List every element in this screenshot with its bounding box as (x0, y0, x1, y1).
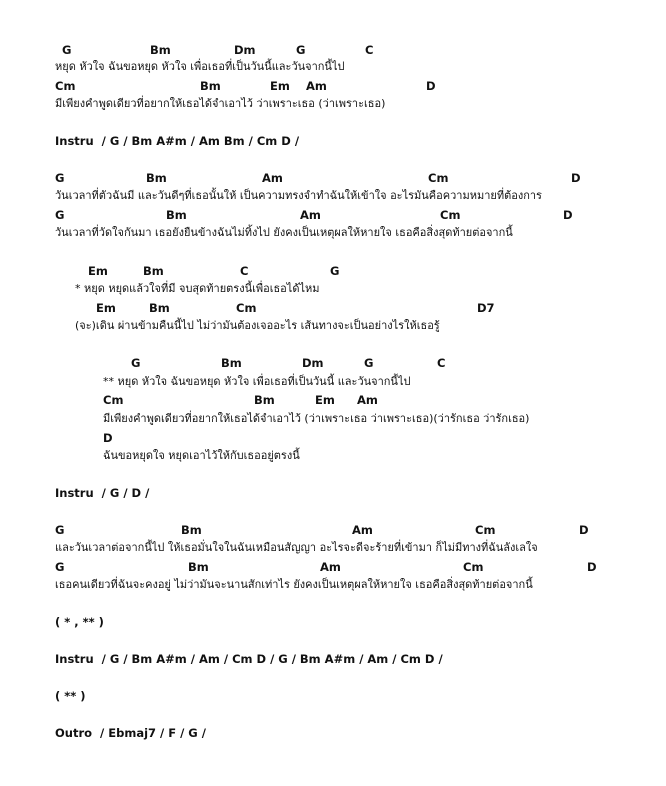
chord: Bm (221, 356, 242, 370)
lyric-line: (จะ)เดิน ผ่านข้ามคืนนี้ไป ไม่ว่ามันต้องเจออะไร เส้นทางจะเป็นอย่างไรให้เธอรู้ (75, 319, 440, 332)
lyric-line: วันเวลาที่วัดใจกันมา เธอยังยืนข้างฉันไม่ทิ้งไป ยังคงเป็นเหตุผลให้หายใจ เธอคือสิ่งสุดท้ายต่อจากนี้ (55, 226, 513, 239)
chord: Am (300, 208, 321, 222)
chord: G (296, 43, 306, 57)
chord: Cm (103, 393, 124, 407)
chord: D (563, 208, 573, 222)
chord: Em (88, 264, 108, 278)
chord-line (0, 78, 666, 96)
repeat-marker: ( ** ) (55, 689, 86, 703)
chord-line (0, 170, 666, 188)
chord: D (103, 431, 113, 445)
chord-line (0, 263, 666, 281)
chord: D (426, 79, 436, 93)
chord-line (0, 522, 666, 540)
chord: G (364, 356, 374, 370)
chord: D (587, 560, 597, 574)
chord: Bm (254, 393, 275, 407)
chord-line (0, 300, 666, 318)
repeat-marker: ( * , ** ) (55, 615, 104, 629)
lyric-line: หยุด หัวใจ ฉันขอหยุด หัวใจ เพื่อเธอที่เป็นวันนี้และวันจากนี้ไป (55, 60, 345, 73)
chord: Dm (234, 43, 256, 57)
chord: G (55, 523, 65, 537)
chord-line (0, 207, 666, 225)
chord: Bm (149, 301, 170, 315)
chord-line (0, 559, 666, 577)
chord: D (579, 523, 589, 537)
lyric-line: ** หยุด หัวใจ ฉันขอหยุด หัวใจ เพื่อเธอที่เป็นวันนี้ และวันจากนี้ไป (103, 375, 411, 388)
lyric-line: ฉันขอหยุดใจ หยุดเอาไว้ให้กับเธออยู่ตรงนี้ (103, 449, 300, 462)
chord: Bm (188, 560, 209, 574)
chord: G (55, 208, 65, 222)
chord: G (55, 171, 65, 185)
lyric-line: เธอคนเดียวที่ฉันจะคงอยู่ ไม่ว่ามันจะนานสักเท่าไร ยังคงเป็นเหตุผลให้หายใจ เธอคือสิ่งสุดท้ายต่อจากนี้ (55, 578, 533, 591)
chord-line (0, 355, 666, 373)
chord: Cm (475, 523, 496, 537)
lyric-line: วันเวลาที่ตัวฉันมี และวันดีๆที่เธอนั้นให้ เป็นความทรงจำทำฉันให้เข้าใจ อะไรมันคือความหมายที่ต้องการ (55, 189, 542, 202)
instrumental-line: Instru / G / D / (55, 486, 150, 500)
chord: Am (352, 523, 373, 537)
chord: Cm (463, 560, 484, 574)
chord: G (330, 264, 340, 278)
chord-line (0, 430, 666, 448)
lyric-line: มีเพียงคำพูดเดียวที่อยากให้เธอได้จำเอาไว้ (ว่าเพราะเธอ ว่าเพราะเธอ)(ว่ารักเธอ ว่ารักเธอ) (103, 412, 530, 425)
chord: Bm (200, 79, 221, 93)
chord: Am (320, 560, 341, 574)
chord: Em (315, 393, 335, 407)
chord: Am (262, 171, 283, 185)
chord: Em (270, 79, 290, 93)
chord: D (571, 171, 581, 185)
lyric-line: * หยุด หยุดแล้วใจที่มี จบสุดท้ายตรงนี้เพื่อเธอได้ไหม (75, 282, 320, 295)
chord: G (62, 43, 72, 57)
lyric-line: และวันเวลาต่อจากนี้ไป ให้เธอมั่นใจในฉันเหมือนสัญญา อะไรจะดีจะร้ายที่เข้ามา ก็ไม่มีทางที่ฉันลังเลใจ (55, 541, 538, 554)
instrumental-line: Instru / G / Bm A#m / Am / Cm D / G / Bm A#m / Am / Cm D / (55, 652, 443, 666)
chord: Am (357, 393, 378, 407)
outro-line: Outro / Ebmaj7 / F / G / (55, 726, 206, 740)
chord: Em (96, 301, 116, 315)
chord: Dm (302, 356, 324, 370)
chord: C (437, 356, 446, 370)
chord: Bm (143, 264, 164, 278)
chord: Cm (428, 171, 449, 185)
chord-line (0, 392, 666, 410)
chord: Bm (150, 43, 171, 57)
chord: Cm (440, 208, 461, 222)
instrumental-line: Instru / G / Bm A#m / Am Bm / Cm D / (55, 134, 300, 148)
chord: Bm (166, 208, 187, 222)
chord: Bm (146, 171, 167, 185)
chord: C (365, 43, 374, 57)
chord: Cm (236, 301, 257, 315)
chord: Am (306, 79, 327, 93)
chord: G (55, 560, 65, 574)
chord: C (240, 264, 249, 278)
chord: D7 (477, 301, 495, 315)
chord-line (0, 42, 666, 60)
chord: G (131, 356, 141, 370)
chord: Bm (181, 523, 202, 537)
lyric-line: มีเพียงคำพูดเดียวที่อยากให้เธอได้จำเอาไว้ ว่าเพราะเธอ (ว่าเพราะเธอ) (55, 97, 386, 110)
chord: Cm (55, 79, 76, 93)
